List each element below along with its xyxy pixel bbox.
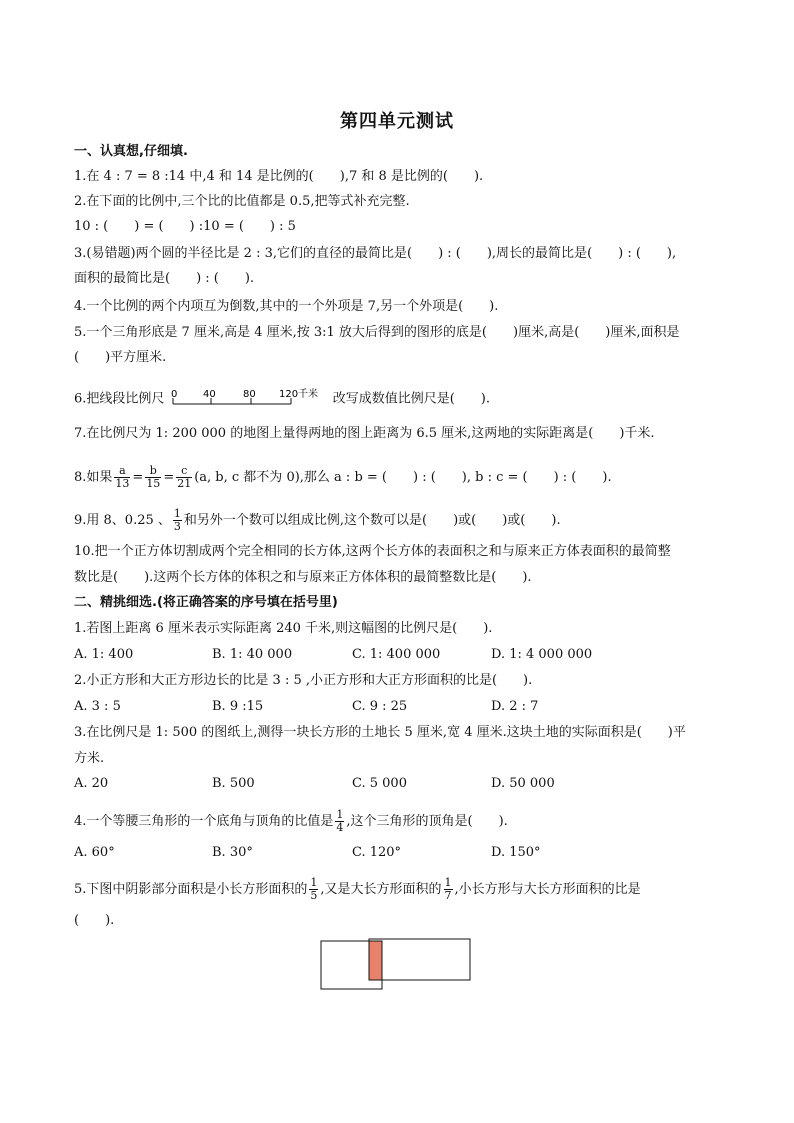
fraction-one-fifth: $\frac{1}{5}$: [310, 876, 318, 902]
choice-2-option-d: D. 2 : 7: [491, 699, 539, 714]
question-9: [74, 508, 561, 533]
fraction-c-21: $\frac{c}{21}$: [177, 464, 192, 490]
fraction-b-15: $\frac{b}{15}$: [146, 464, 161, 490]
choice-1-option-b: B. 1: 40 000: [212, 647, 293, 662]
choice-4-suffix: ,这个三角形的顶角是( ).: [346, 814, 508, 829]
fraction-one-third: $\frac{1}{3}$: [173, 507, 181, 533]
scale-tick-40: 40: [202, 389, 216, 400]
question-10-line-1: 10.把一个正方体切割成两个完全相同的长方体,这两个长方体的表面积之和与原来正方体表面积的最简整: [74, 544, 671, 559]
section-2-heading: 二、精挑细选.(将正确答案的序号填在括号里): [74, 595, 338, 610]
line-scale-figure: [171, 388, 327, 410]
fraction-a-13: $\frac{a}{13}$: [115, 464, 130, 490]
large-rectangle: [369, 939, 470, 980]
choice-4-option-d: D. 150°: [491, 845, 541, 860]
question-9-suffix: 和另外一个数可以组成比例,这个数可以是( )或( )或( ).: [183, 513, 561, 528]
scale-tick-0: 0: [170, 389, 177, 400]
question-5-line-1: 5.一个三角形底是 7 厘米,高是 4 厘米,按 3:1 放大后得到的图形的底是( )厘米,高是( )厘米,面积是: [74, 325, 680, 340]
rectangles-figure: [318, 936, 478, 996]
choice-4-prefix: 4.一个等腰三角形的一个底角与顶角的比值是: [74, 814, 334, 829]
question-5-line-2: ( )平方厘米.: [74, 350, 167, 365]
question-3-line-2: 面积的最简比是( ) : ( ).: [74, 271, 255, 286]
question-9-prefix: 9.用 8、0.25 、: [74, 513, 171, 528]
choice-5: [74, 877, 641, 902]
question-8-suffix: (a, b, c 都不为 0),那么 a : b = ( ) : ( ), b : c = ( ) : ( ).: [194, 470, 612, 485]
question-6-suffix: 改写成数值比例尺是( ).: [332, 391, 490, 407]
choice-1: 1.若图上距离 6 厘米表示实际距离 240 千米,则这幅图的比例尺是( ).: [74, 621, 493, 636]
question-8-prefix: 8.如果: [74, 470, 113, 485]
choice-3-option-c: C. 5 000: [352, 776, 407, 791]
question-2: 2.在下面的比例中,三个比的比值都是 0.5,把等式补充完整.: [74, 194, 410, 209]
choice-4-option-b: B. 30°: [212, 845, 253, 860]
choice-2-option-c: C. 9 : 25: [352, 699, 408, 714]
question-6-prefix: 6.把线段比例尺: [74, 391, 165, 407]
choice-1-option-c: C. 1: 400 000: [352, 647, 441, 662]
choice-3-option-b: B. 500: [212, 776, 255, 791]
choice-1-option-a: A. 1: 400: [74, 647, 134, 662]
question-4: 4.一个比例的两个内项互为倒数,其中的一个外项是 7,另一个外项是( ).: [74, 299, 499, 314]
choice-2: 2.小正方形和大正方形边长的比是 3 : 5 ,小正方形和大正方形面积的比是( ).: [74, 673, 533, 688]
choice-5-line-2: ( ).: [74, 913, 115, 928]
choice-3-line-2: 方米.: [74, 751, 105, 766]
page-title: 第四单元测试: [340, 111, 454, 132]
equals-sign: =: [132, 470, 144, 485]
choice-5-suffix: ,小长方形与大长方形面积的比是: [454, 882, 641, 897]
question-10-line-2: 数比是( ).这两个长方体的体积之和与原来正方体体积的最简整数比是( ).: [74, 570, 532, 585]
fraction-one-quarter: $\frac{1}{4}$: [336, 808, 344, 834]
choice-5-middle: ,又是大长方形面积的: [320, 882, 442, 897]
choice-3-option-a: A. 20: [74, 776, 109, 791]
shaded-overlap: [369, 941, 382, 980]
scale-tick-120: 120: [278, 389, 298, 400]
equals-sign: =: [163, 470, 175, 485]
choice-2-option-b: B. 9 :15: [212, 699, 264, 714]
scale-tick-80: 80: [242, 389, 256, 400]
choice-2-option-a: A. 3 : 5: [74, 699, 121, 714]
choice-4-option-c: C. 120°: [352, 845, 402, 860]
choice-3-option-d: D. 50 000: [491, 776, 555, 791]
question-1: 1.在 4 : 7 = 8 :14 中,4 和 14 是比例的( ),7 和 8 是比例的( ).: [74, 169, 484, 184]
question-8: [74, 465, 612, 490]
question-7: 7.在比例尺为 1: 200 000 的地图上量得两地的图上距离为 6.5 厘米,这两地的实际距离是( )千米.: [74, 426, 655, 441]
fraction-one-seventh: $\frac{1}{7}$: [444, 876, 452, 902]
question-2-equation: 10 : ( ) = ( ) :10 = ( ) : 5: [74, 219, 296, 234]
choice-4-option-a: A. 60°: [74, 845, 115, 860]
choice-1-option-d: D. 1: 4 000 000: [491, 647, 593, 662]
choice-5-prefix: 5.下图中阴影部分面积是小长方形面积的: [74, 882, 308, 897]
scale-unit: 千米: [297, 389, 318, 400]
question-6: [74, 388, 490, 410]
choice-3-line-1: 3.在比例尺是 1: 500 的图纸上,测得一块长方形的土地长 5 厘米,宽 4 厘米.这块土地的实际面积是( )平: [74, 725, 686, 740]
section-1-heading: 一、认真想,仔细填.: [74, 144, 188, 159]
question-3-line-1: 3.(易错题)两个圆的半径比是 2 : 3,它们的直径的最简比是( ) : ( ),周长的最简比是( ) : ( ),: [74, 246, 677, 261]
choice-4: [74, 809, 508, 834]
